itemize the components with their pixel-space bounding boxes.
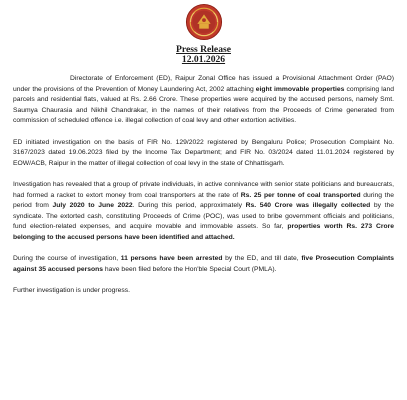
p3-text-3: . During this period, approximately <box>132 202 246 209</box>
paragraph-1 <box>13 74 394 127</box>
p3-text-4: by the syndicate. The extorted cash, constituting Proceeds of Crime (POC), was used to bribe government officials and politicians, fund election-related expenses, and acquire movable and immovable assets. So far, <box>13 202 394 230</box>
p3-bold-2: July 2020 to June 2022 <box>52 202 133 209</box>
emblem-container <box>13 3 394 43</box>
p5-text-1: Further investigation is under progress. <box>13 287 131 294</box>
p4-bold-2: five Prosecution Complaints against 35 accused persons <box>13 255 394 273</box>
p3-bold-1: Rs. 25 per tonne of coal transported <box>240 191 361 199</box>
ed-emblem-icon <box>185 3 223 41</box>
p4-text-2: by the ED, and till date, <box>222 255 302 262</box>
press-release-header <box>13 45 394 65</box>
p1-bold-1: eight immovable properties <box>255 85 345 93</box>
p4-text-1: During the course of investigation, <box>13 255 121 262</box>
p4-text-3: have been filed before the Hon'ble Special Court (PMLA). <box>103 265 277 273</box>
paragraph-4 <box>13 254 394 275</box>
p1-text-1: Directorate of Enforcement (ED), Raipur Zonal Office has issued a Provisional Attachment Order (PAO) under the provisions of the Prevention of Money Laundering Act, 2002 attaching <box>13 75 394 93</box>
p3-bold-3: Rs. 540 Crore was illegally collected <box>245 202 371 209</box>
p4-bold-1: 11 persons have been arrested <box>120 255 223 262</box>
p3-text-2: during the period from <box>13 191 394 209</box>
p1-text-2: comprising land parcels and residential flats, valued at Rs. 2.66 Crore. These properties were acquired by the accused persons, namely Smt. Saumya Chaurasia and Nikhil Chandrakar, in the names of their relatives from the Proceeds of Crime generated from commission of scheduled offence i.e. illegal collection of coal levy and other extortion activities. <box>13 85 394 124</box>
paragraph-2 <box>13 138 394 170</box>
p2-text-1: ED initiated investigation on the basis of FIR No. 129/2022 registered by Bengaluru Police; Prosecution Complaint No. 3167/2023 dated 19.06.2023 filed by the Income Tax Department; and FIR No. 03/2024 dated 11.01.2024 registered by EOW/ACB, Raipur in the matter of illegal collection of coal levy in the state of Chhattisgarh. <box>13 138 394 167</box>
press-release-title: Press Release <box>176 44 231 55</box>
paragraph-3 <box>13 180 394 243</box>
press-release-date: 12.01.2026 <box>181 54 226 65</box>
p3-bold-4: properties worth Rs. 273 Crore belonging to the accused persons have been identified and attached. <box>13 223 394 241</box>
paragraph-5 <box>13 286 394 297</box>
p3-text-1: Investigation has revealed that a group of private individuals, in active connivance with senior state politicians and bureaucrats, had formed a racket to extort money from coal transporters at the rate of <box>13 181 394 199</box>
